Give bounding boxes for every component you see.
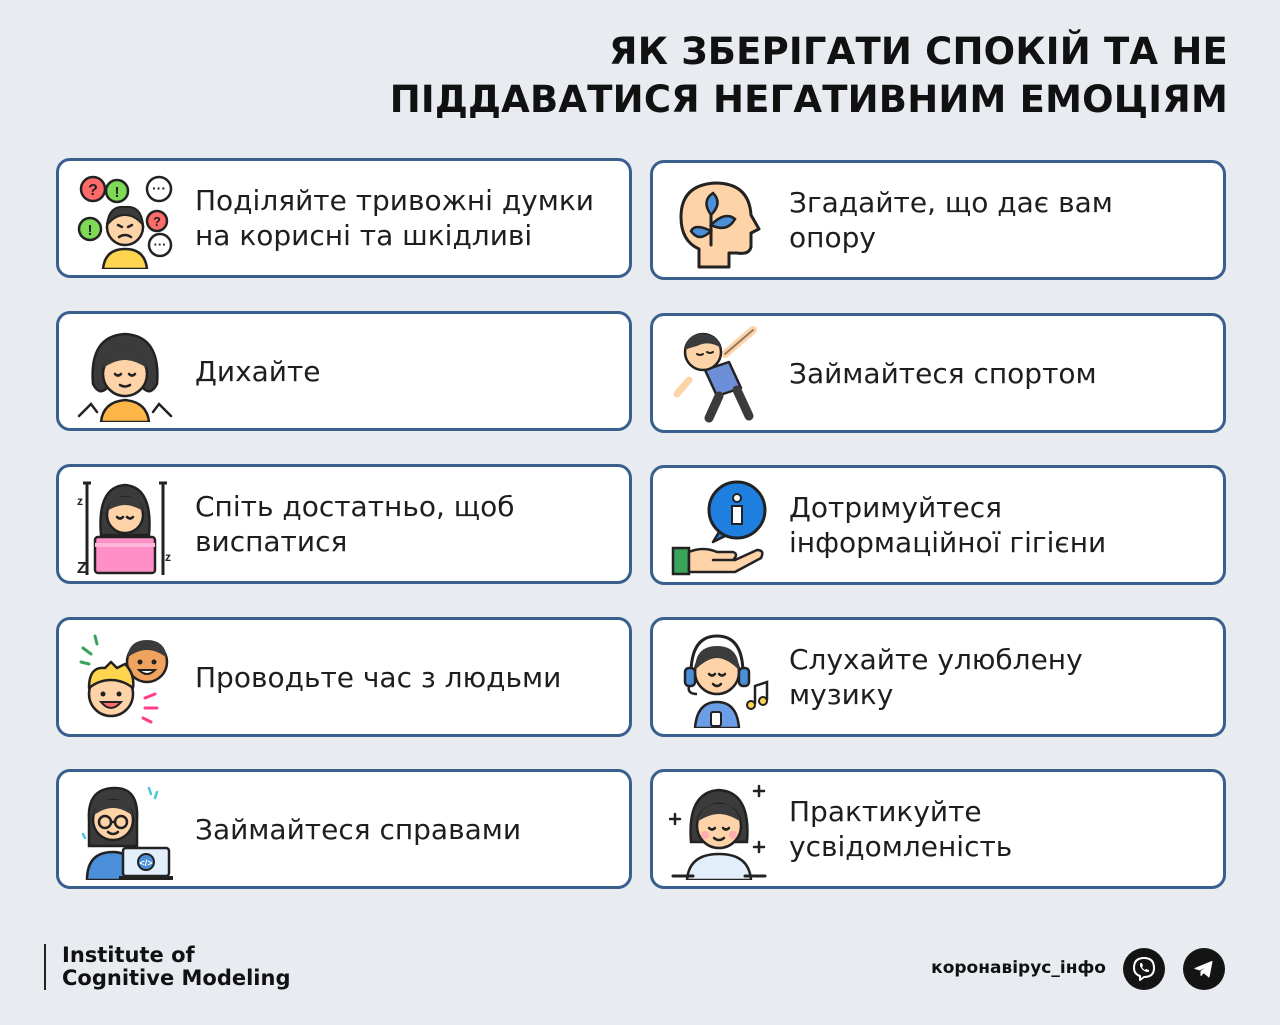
tip-line-2: виспатися — [195, 525, 348, 558]
tip-card — [650, 769, 1226, 889]
viber-button[interactable] — [1123, 948, 1165, 990]
svg-text:!: ! — [87, 222, 93, 239]
tip-line-2: інформаційної гігієни — [789, 526, 1107, 559]
tip-text — [789, 468, 1207, 582]
tip-line-1: Згадайте, що дає вам — [789, 186, 1113, 219]
tip-text — [195, 314, 613, 428]
tip-line-2: опору — [789, 221, 876, 254]
tip-text — [789, 163, 1207, 277]
tip-text — [195, 467, 613, 581]
tip-card — [56, 464, 632, 584]
tip-text — [789, 772, 1207, 886]
title-line-2: ПІДДАВАТИСЯ НЕГАТИВНИМ ЕМОЦІЯМ — [389, 78, 1228, 121]
tip-line-1: Дотримуйтеся — [789, 491, 1002, 524]
telegram-icon — [1192, 957, 1216, 981]
tip-line-1: Спіть достатньо, щоб — [195, 490, 515, 523]
tip-line-1: Займайтеся спортом — [789, 356, 1097, 390]
svg-text:?: ? — [153, 214, 161, 229]
sleeping-girl-icon — [75, 475, 175, 575]
tip-line-1: Практикуйте — [789, 795, 982, 828]
tip-line-2: усвідомленість — [789, 830, 1013, 863]
tip-line-1: Дихайте — [195, 354, 321, 388]
svg-text:z: z — [165, 550, 171, 564]
tip-line-1: Поділяйте тривожні думки — [195, 184, 594, 217]
tip-card — [56, 311, 632, 431]
svg-text:z: z — [77, 494, 83, 508]
page-title — [328, 28, 1228, 124]
brand-line-2: Cognitive Modeling — [62, 966, 291, 990]
tip-card — [56, 158, 632, 278]
svg-text:···: ··· — [153, 237, 167, 252]
tip-card — [650, 313, 1226, 433]
svg-text:!: ! — [114, 184, 120, 201]
info-hand-icon — [669, 476, 769, 576]
tip-card — [56, 617, 632, 737]
tip-card — [650, 617, 1226, 737]
tip-card — [56, 769, 632, 889]
telegram-button[interactable] — [1183, 948, 1225, 990]
head-plant-icon — [669, 171, 769, 271]
svg-text:Z: Z — [77, 560, 87, 575]
exercise-boy-icon — [669, 324, 769, 424]
worried-thoughts-icon — [75, 169, 175, 269]
svg-text:···: ··· — [152, 180, 166, 196]
headphones-music-icon — [669, 628, 769, 728]
brand-line-1: Institute of — [62, 943, 195, 967]
title-line-1: ЯК ЗБЕРІГАТИ СПОКІЙ ТА НЕ — [609, 30, 1228, 73]
tip-line-2: музику — [789, 678, 894, 711]
tip-line-1: Займайтеся справами — [195, 812, 522, 846]
breathing-girl-icon — [75, 322, 175, 422]
tip-text — [195, 772, 613, 886]
meditation-icon — [669, 780, 769, 880]
tip-card — [650, 160, 1226, 280]
tip-text — [195, 161, 613, 275]
tip-card — [650, 465, 1226, 585]
viber-icon — [1131, 956, 1157, 982]
tip-line-1: Слухайте улюблену — [789, 643, 1083, 676]
tip-text — [789, 620, 1207, 734]
svg-text:?: ? — [88, 182, 98, 199]
tip-text — [195, 620, 613, 734]
svg-text:</>: </> — [139, 858, 153, 868]
channel-handle[interactable]: коронавірус_інфо — [931, 958, 1106, 978]
tip-text — [789, 316, 1207, 430]
people-faces-icon — [75, 628, 175, 728]
institute-logo — [44, 944, 290, 990]
tip-line-1: Проводьте час з людьми — [195, 660, 562, 694]
tip-line-2: на корисні та шкідливі — [195, 219, 533, 252]
laptop-work-icon — [75, 780, 175, 880]
